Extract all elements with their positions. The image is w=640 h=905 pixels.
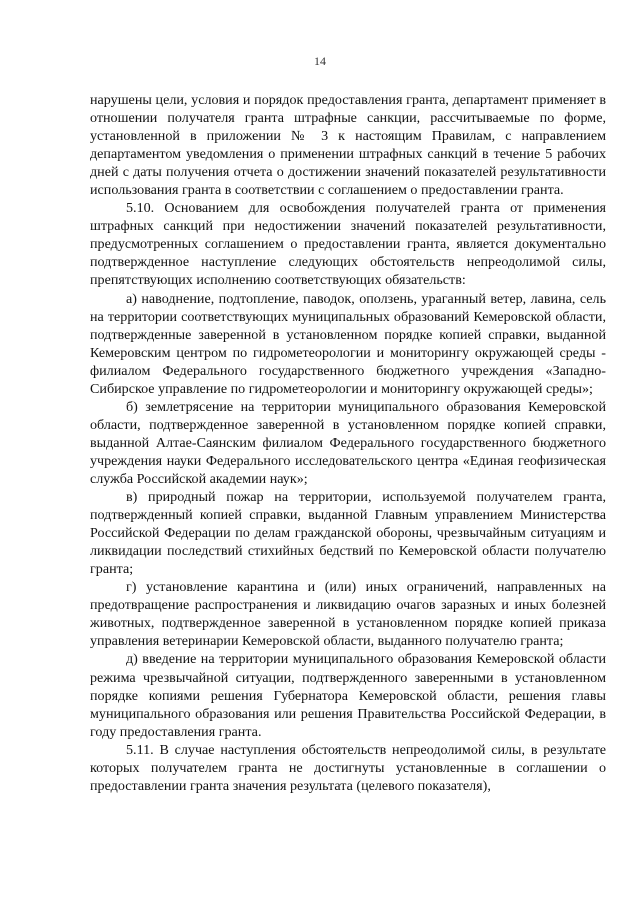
list-item-g: г) установление карантина и (или) иных ограничений, направленных на предотвращение распространения и ликвидацию очагов заразных и иных болезней животных, подтвержденное заверенной в установленном порядке копией приказа управления ветеринарии Кемеровской области, выданного получателю гранта; bbox=[90, 579, 606, 650]
paragraph-5-11: 5.11. В случае наступления обстоятельств непреодолимой силы, в результате которых получателем гранта не достигнуты установленные в соглашении о предоставлении гранта значения результата (целевого показателя), bbox=[90, 741, 606, 794]
paragraph-continuation: нарушены цели, условия и порядок предоставления гранта, департамент применяет в отношении получателя гранта штрафные санкции, рассчитываемые по форме, установленной в приложении № 3 к настоящим Правилам, с направлением департаментом уведомления о применении штрафных санкций в течение 5 рабочих дней с даты получения отчета о достижении значений показателей результативности использования гранта в соответствии с соглашением о предоставлении гранта. bbox=[90, 92, 606, 199]
list-item-v: в) природный пожар на территории, используемой получателем гранта, подтвержденный копией справки, выданной Главным управлением Министерства Российской Федерации по делам гражданской обороны, чрезвычайным ситуациям и ликвидации последствий стихийных бедствий по Кемеровской области получателю гранта; bbox=[90, 489, 606, 578]
paragraph-5-10: 5.10. Основанием для освобождения получателей гранта от применения штрафных санкций при недостижении значений показателей результативности, предусмотренных соглашением о предоставлении гранта, является документально подтвержденное наступление следующих обстоятельств непреодолимой силы, препятствующих исполнению соответствующих обязательств: bbox=[90, 200, 606, 289]
list-item-d: д) введение на территории муниципального образования Кемеровской области режима чрезвычайной ситуации, подтвержденного заверенными в установленном порядке копиями решения Губернатора Кемеровской области, решения главы муниципального образования или решения Правительства Российской Федерации, в году предоставления гранта. bbox=[90, 651, 606, 740]
page-number: 14 bbox=[314, 54, 326, 68]
list-item-a: а) наводнение, подтопление, паводок, оползень, ураганный ветер, лавина, сель на территории соответствующих муниципальных образований Кемеровской области, подтвержденные заверенной в установленном порядке копией справки, выданной Кемеровским центром по гидрометеорологии и мониторингу окружающей среды - филиалом Федерального государственного бюджетного учреждения «Западно-Сибирское управление по гидрометеорологии и мониторингу окружающей среды»; bbox=[90, 290, 606, 397]
document-body bbox=[90, 91, 606, 795]
list-item-b: б) землетрясение на территории муниципального образования Кемеровской области, подтвержденное заверенной в установленном порядке копией справки, выданной Алтае-Саянским филиалом Федерального государственного бюджетного учреждения науки Федерального исследовательского центра «Единая геофизическая служба Российской академии наук»; bbox=[90, 398, 606, 487]
